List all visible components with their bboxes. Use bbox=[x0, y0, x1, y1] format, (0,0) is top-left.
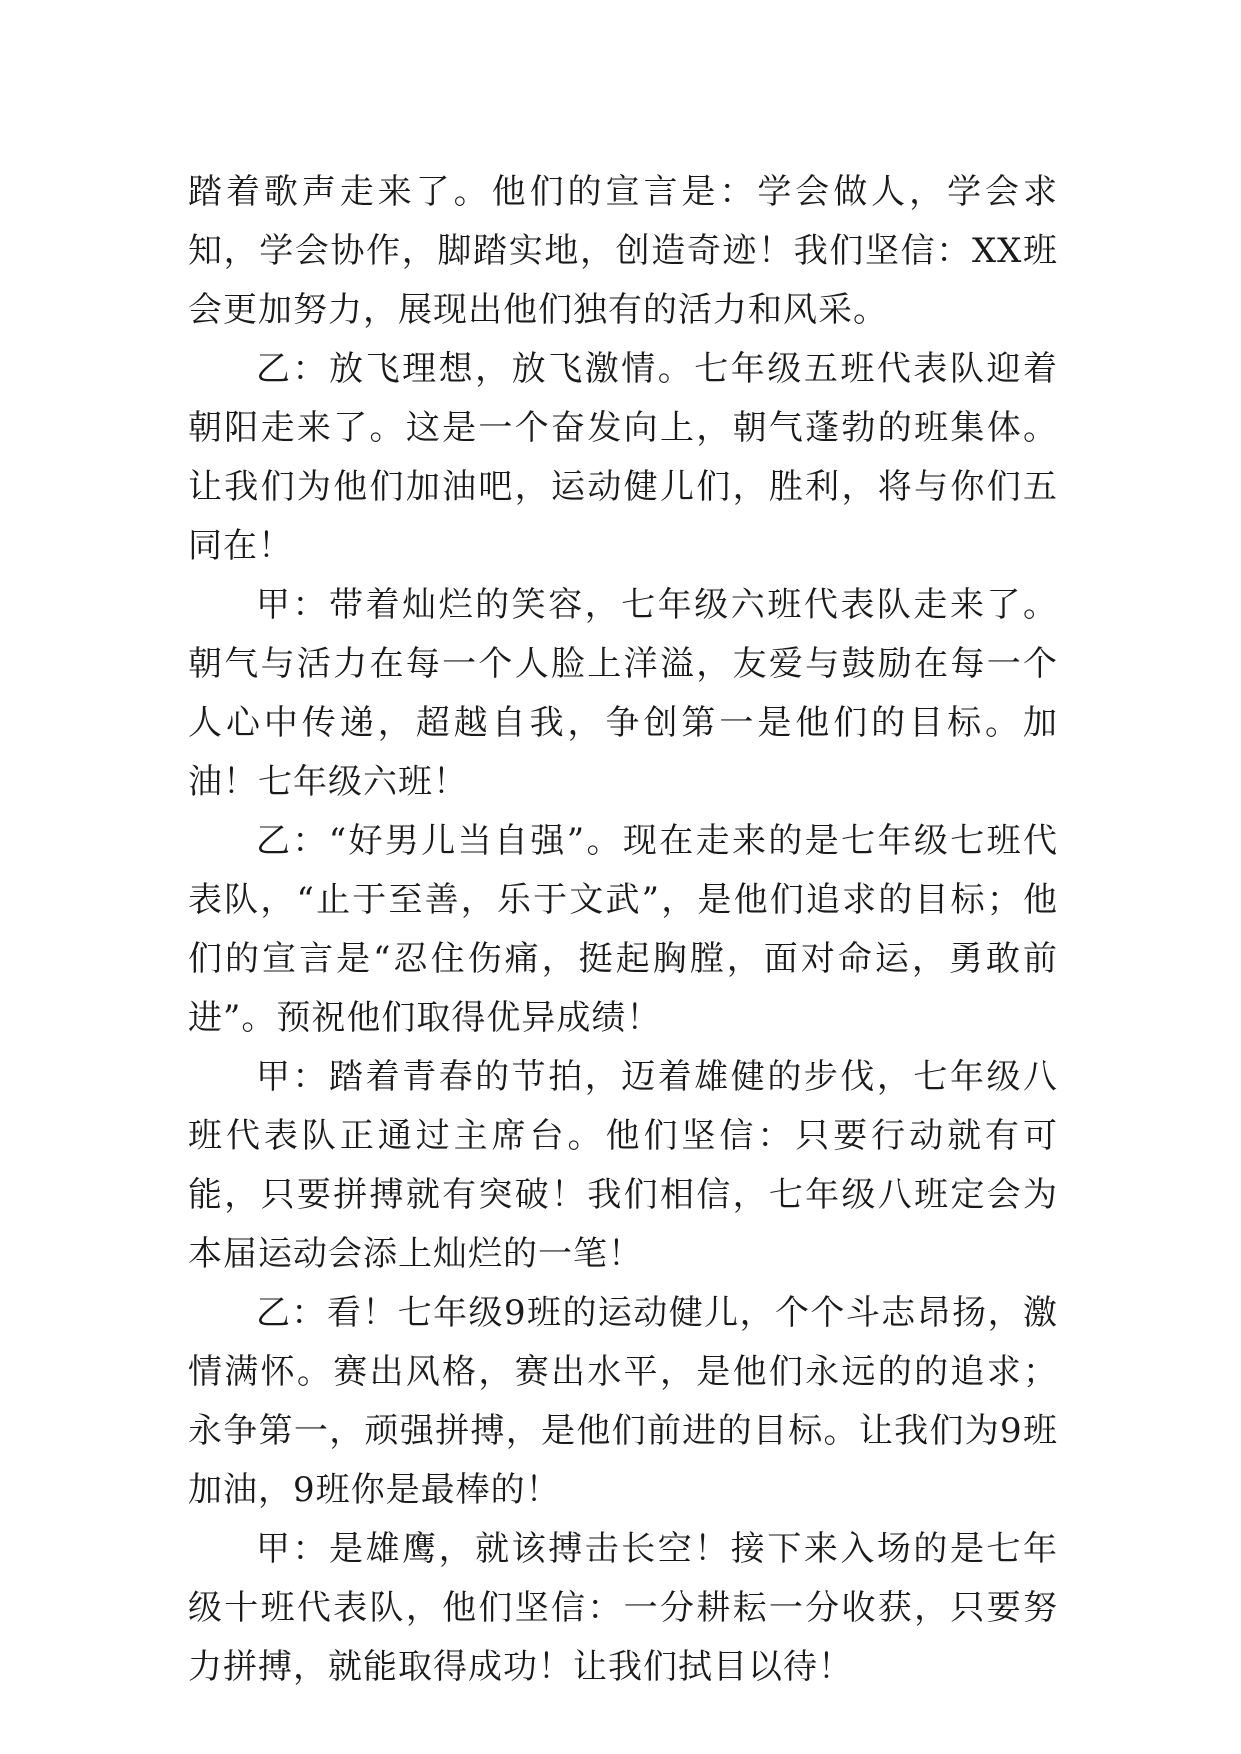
paragraph-4: 乙：“好男儿当自强”。现在走来的是七年级七班代表队，“止于至善，乐于文武”，是他们追求的目标；他们的宣言是“忍住伤痛，挺起胸膛，面对命运，勇敢前进”。预祝他们取得优异成绩！ bbox=[188, 821, 1058, 1038]
paragraph-6: 乙：看！七年级9班的运动健儿，个个斗志昂扬，激情满怀。赛出风格，赛出水平，是他们永远的的追求；永争第一，顽强拼搏，是他们前进的目标。让我们为9班加油，9班你是最棒的！ bbox=[188, 1293, 1058, 1510]
document-body bbox=[188, 163, 1058, 1697]
paragraph-2: 乙：放飞理想，放飞激情。七年级五班代表队迎着朝阳走来了。这是一个奋发向上，朝气蓬勃的班集体。让我们为他们加油吧，运动健儿们，胜利，将与你们五同在！ bbox=[188, 349, 1058, 566]
paragraph-5: 甲：踏着青春的节拍，迈着雄健的步伐，七年级八班代表队正通过主席台。他们坚信：只要行动就有可能，只要拼搏就有突破！我们相信，七年级八班定会为本届运动会添上灿烂的一笔！ bbox=[188, 1057, 1058, 1274]
paragraph-3: 甲：带着灿烂的笑容，七年级六班代表队走来了。朝气与活力在每一个人脸上洋溢，友爱与鼓励在每一个人心中传递，超越自我，争创第一是他们的目标。加油！七年级六班！ bbox=[188, 585, 1058, 802]
paragraph-7: 甲：是雄鹰，就该搏击长空！接下来入场的是七年级十班代表队，他们坚信：一分耕耘一分收获，只要努力拼搏，就能取得成功！让我们拭目以待！ bbox=[188, 1529, 1058, 1687]
paragraph-1: 踏着歌声走来了。他们的宣言是：学会做人，学会求知，学会协作，脚踏实地，创造奇迹！我们坚信：XX班会更加努力，展现出他们独有的活力和风采。 bbox=[188, 172, 1058, 330]
